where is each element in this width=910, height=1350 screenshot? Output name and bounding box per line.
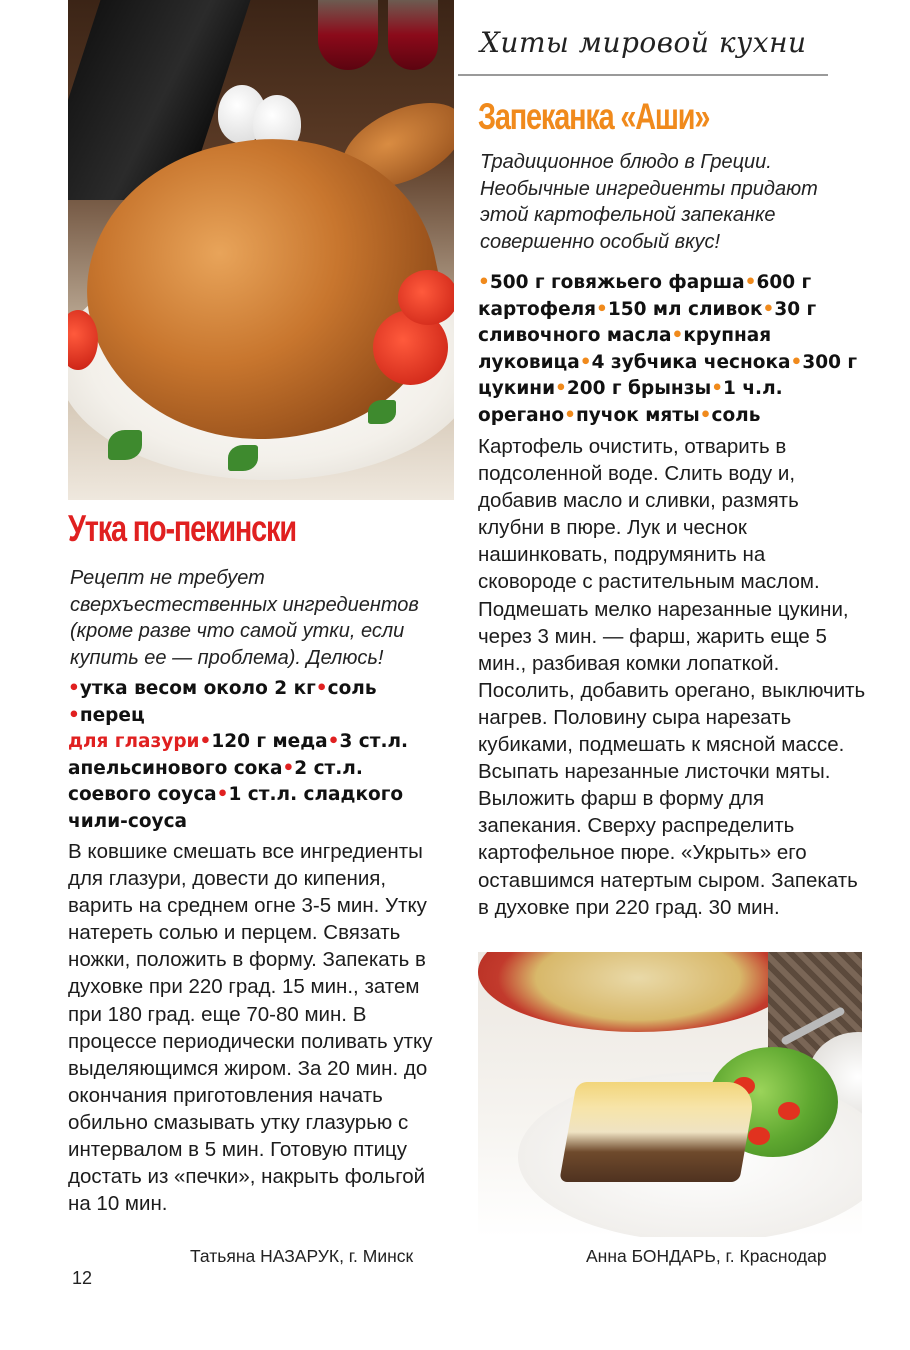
ingredient-item: 150 мл сливок <box>607 298 763 320</box>
ingredient-item: 200 г брынзы <box>566 378 712 400</box>
bullet-icon: • <box>596 298 608 320</box>
bullet-icon: • <box>216 784 229 806</box>
bullet-icon: • <box>282 757 295 779</box>
ingredient-item: 500 г говяжьего фарша <box>489 272 745 293</box>
ingredient-item: 2 ст.л. соевого соуса <box>68 757 363 806</box>
bullet-icon: • <box>555 378 567 400</box>
ingredients-ashi <box>478 270 868 430</box>
bullet-icon: • <box>671 325 684 347</box>
ingredient-item: соль <box>711 404 761 426</box>
author-duck: Татьяна НАЗАРУК, г. Минск <box>190 1246 414 1266</box>
bullet-icon: • <box>744 272 757 293</box>
ingredient-item: утка весом около 2 кг <box>79 678 316 699</box>
bullet-icon: • <box>699 404 712 426</box>
recipe-intro-ashi: Традиционное блюдо в Греции. Необычные ингредиенты придают этой картофельной запеканке совершенно особый вкус! <box>480 151 818 253</box>
ingredient-item: пучок мяты <box>575 404 700 426</box>
ingredient-item: 4 зубчика чеснока <box>591 351 791 373</box>
duck-photo <box>68 0 454 500</box>
glaze-label: для глазури <box>68 731 200 753</box>
bullet-icon: • <box>199 731 212 753</box>
ingredient-item: перец <box>79 704 145 726</box>
ingredient-item: 30 г сливочного масла <box>478 298 817 347</box>
bullet-icon: • <box>315 678 328 699</box>
ingredient-item: крупная луковица <box>478 325 772 373</box>
recipe-method-ashi: Картофель очистить, отварить в подсоленной воде. Слить воду и, добавив масло и сливки, размять клубни в пюре. Лук и чеснок нашинковать, подрумянить на сковороде с растительным маслом. Подмешать мелко нарезанные цукини, через 3 мин. — фарш, жарить еще 5 мин., разбивая комки лопаткой. Посолить, добавить орегано, выключить нагрев. Половину сыра нарезать кубиками, подмешать к мясной массе. Всыпать нарезанные листочки мяты. Выложить фарш в форму для запекания. Сверху распределить картофельное пюре. «Укрыть» его оставшимся натертым сыром. Запекать в духовке при 220 град. 30 мин. <box>478 435 866 919</box>
recipe-intro-duck: Рецепт не требует сверхъестественных ингредиентов (кроме разве что самой утки, если купить ее — проблема). Делюсь! <box>70 567 419 669</box>
recipe-method-duck: В ковшике смешать все ингредиенты для глазури, довести до кипения, варить на среднем огне 3-5 мин. Утку натереть солью и перцем. Связать ножки, положить в форму. Запекать в духовке при 220 град. 15 мин., затем при 180 град. еще 70-80 мин. В процессе периодически поливать утку выделяющимся жиром. За 20 мин. до окончания приготовления начать обильно смазывать утку глазурью с интервалом в 5 мин. Готовую птицу достать из «печки», накрыть фольгой на 10 мин. <box>68 840 433 1216</box>
bullet-icon: • <box>68 678 80 699</box>
casserole-photo <box>478 952 862 1237</box>
ingredient-item: 120 г меда <box>211 731 328 753</box>
bullet-icon: • <box>327 731 340 753</box>
author-ashi: Анна БОНДАРЬ, г. Краснодар <box>586 1246 827 1266</box>
bullet-icon: • <box>790 351 803 373</box>
page-number: 12 <box>72 1268 93 1288</box>
recipe-title-duck: Утка по-пекински <box>68 508 296 549</box>
ingredient-item: 300 г цукини <box>478 351 858 400</box>
ingredients-duck <box>68 676 448 836</box>
ingredient-item: соль <box>327 678 377 699</box>
section-title: Хиты мировой кухни <box>480 26 807 59</box>
ingredient-item: 1 ст.л. сладкого чили-соуса <box>68 784 404 832</box>
ingredient-item: 3 ст.л. апельсинового сока <box>68 731 409 779</box>
bullet-icon: • <box>579 351 592 373</box>
header-divider <box>458 74 828 76</box>
bullet-icon: • <box>711 378 724 400</box>
ingredient-item: 1 ч.л. орегано <box>478 378 783 426</box>
bullet-icon: • <box>68 704 80 726</box>
bullet-icon: • <box>478 272 490 293</box>
ingredient-item: 600 г картофеля <box>478 272 812 320</box>
bullet-icon: • <box>762 298 775 320</box>
recipe-title-ashi: Запеканка «Аши» <box>478 96 710 137</box>
bullet-icon: • <box>564 404 576 426</box>
